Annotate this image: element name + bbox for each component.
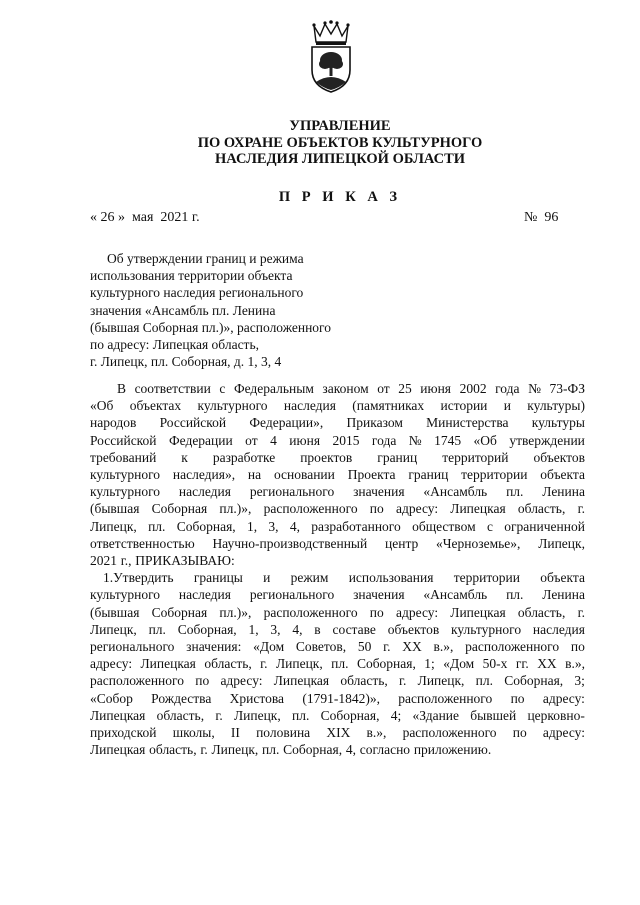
paragraph-line <box>90 466 585 483</box>
word: 2021 <box>90 553 117 569</box>
word: наследия», <box>172 467 236 483</box>
word: соответствии <box>134 381 211 396</box>
word: культурного <box>90 587 161 603</box>
word: 73-ФЗ <box>549 381 585 396</box>
word: «Черноземье», <box>436 535 521 551</box>
word: обществом <box>412 518 476 534</box>
word: Приказом <box>346 415 403 431</box>
word: культурного <box>197 398 268 414</box>
word: значения <box>353 484 405 500</box>
word: Соборная <box>151 501 208 517</box>
word: в.», <box>366 725 387 741</box>
word: Липецк, <box>275 656 323 672</box>
word: законом <box>322 381 369 396</box>
word: г. <box>383 639 391 655</box>
paragraph-line <box>90 380 585 397</box>
word: 3, <box>268 518 279 534</box>
word: г. <box>399 673 407 689</box>
word: 50-х <box>482 656 508 672</box>
word: наследия <box>178 587 231 603</box>
word: Федерации <box>168 432 233 448</box>
word: «Об <box>90 398 114 414</box>
paragraph-line <box>90 638 585 655</box>
word: 1, <box>248 621 259 637</box>
word: объекта <box>540 570 585 586</box>
word: «Здание <box>412 707 460 723</box>
word: 2002 <box>459 381 487 396</box>
word: границы <box>193 570 243 586</box>
word: церковно- <box>527 707 585 723</box>
paragraph-line <box>90 741 585 758</box>
word: от <box>377 381 390 396</box>
word: г. <box>260 656 268 672</box>
word: 4, <box>289 518 300 534</box>
word: «Об <box>473 432 497 448</box>
word: XX <box>537 656 557 672</box>
word: в.», <box>565 656 585 672</box>
word: Соборная, <box>356 656 416 672</box>
word: границ <box>377 449 418 465</box>
word: «Ансамбль <box>423 484 488 500</box>
word: Христова <box>229 690 285 706</box>
word: № <box>528 381 541 396</box>
paragraph-line <box>90 724 585 741</box>
word: № <box>408 432 422 448</box>
word: (бывшая <box>90 501 140 517</box>
word: адресу: <box>220 673 263 689</box>
word: народов <box>90 415 137 431</box>
word: года <box>371 432 397 448</box>
word: Соборная, <box>177 621 237 637</box>
word: регионального <box>249 587 335 603</box>
word: объектов <box>387 621 440 637</box>
word: Соборная, <box>283 742 343 758</box>
word: основании <box>273 467 335 483</box>
word: область, <box>156 707 205 723</box>
organization-title <box>90 118 590 168</box>
word: по <box>510 690 525 706</box>
word: Ленина <box>542 587 585 603</box>
paragraph-line <box>90 500 585 517</box>
word: территорий <box>442 449 509 465</box>
paragraph-line <box>90 655 585 672</box>
word: Научно-производственный <box>212 535 368 551</box>
word: (бывшая <box>90 604 140 620</box>
word: Липецкая <box>90 742 146 758</box>
word: Проекта <box>347 467 396 483</box>
paragraph-line <box>90 707 585 724</box>
paragraph-line <box>90 518 585 535</box>
word: Министерства <box>426 415 509 431</box>
word: адресу: <box>396 604 439 620</box>
word: территории <box>453 570 521 586</box>
word: расположенного <box>465 639 560 655</box>
word: наследия <box>178 484 231 500</box>
word: бывшей <box>470 707 517 723</box>
word: наследия <box>283 398 336 414</box>
word: разработке <box>212 449 276 465</box>
word: ПРИКАЗЫВАЮ: <box>135 553 235 569</box>
paragraph-line <box>90 483 585 500</box>
word: культуры <box>531 415 585 431</box>
word: использования <box>348 570 434 586</box>
word: на <box>247 467 262 483</box>
word: «Дом <box>253 639 285 655</box>
subject-line: значения «Ансамбль пл. Ленина <box>90 302 276 318</box>
subject-line: по адресу: Липецкая область, <box>90 337 259 353</box>
word: XIX <box>326 725 351 741</box>
word: школы, <box>172 725 215 741</box>
word: расположенного <box>90 673 184 689</box>
word: адресу: <box>542 690 585 706</box>
order-body <box>90 380 585 758</box>
word: культуры) <box>527 398 585 414</box>
word: и <box>263 570 271 586</box>
org-title-line: УПРАВЛЕНИЕ <box>289 118 391 134</box>
clause-1-paragraph <box>90 569 585 758</box>
preamble-paragraph <box>90 380 585 569</box>
word: область, <box>149 742 197 758</box>
word: Липецк, <box>90 518 137 534</box>
word: расположенного <box>402 725 497 741</box>
paragraph-line <box>90 621 585 638</box>
word: Липецкая <box>140 656 196 672</box>
word: с <box>219 381 226 396</box>
word: г. <box>577 501 585 517</box>
word: г. <box>215 707 223 723</box>
word: июня <box>420 381 452 396</box>
word: «Ансамбль <box>423 587 488 603</box>
word: ограниченной <box>504 518 585 534</box>
word: и <box>503 398 511 414</box>
subject-line: (бывшая Соборная пл.)», расположенного <box>90 319 332 335</box>
word: в <box>314 621 321 637</box>
word: адресу: <box>542 725 585 741</box>
word: расположенного <box>263 604 358 620</box>
subject-line: культурного наследия регионального <box>90 285 304 301</box>
word: область, <box>340 673 388 689</box>
word: года <box>495 381 520 396</box>
word: пл. <box>506 587 524 603</box>
word: ответственностью <box>90 535 195 551</box>
word: Липецкая <box>450 501 506 517</box>
word: центр <box>385 535 419 551</box>
word: В <box>117 381 127 396</box>
word: 4, <box>292 621 303 637</box>
word: XX <box>402 639 422 655</box>
word: регионального <box>249 484 335 500</box>
word: область, <box>204 656 252 672</box>
word: по <box>512 725 527 741</box>
word: (памятниках <box>352 398 425 414</box>
word: в.», <box>433 639 454 655</box>
paragraph-line <box>90 672 585 689</box>
subject-line: Об утверждении границ и режима <box>107 251 304 266</box>
word: регионального <box>90 639 175 655</box>
word: Российской <box>159 415 227 431</box>
org-title-line: ПО ОХРАНЕ ОБЪЕКТОВ КУЛЬТУРНОГО <box>197 134 483 151</box>
subject-line: использования территории объекта <box>90 268 293 284</box>
word: 2015 <box>332 432 360 448</box>
word: наследия <box>532 621 585 637</box>
word: 1.Утвердить <box>103 570 174 586</box>
word: Липецк, <box>211 742 259 758</box>
word: Липецк, <box>233 707 281 723</box>
word: истории <box>440 398 488 414</box>
word: «Дом <box>443 656 475 672</box>
word: половина <box>256 725 311 741</box>
word: значения <box>353 587 405 603</box>
word: пл. <box>506 484 524 500</box>
word: Липецкая <box>450 604 506 620</box>
word: составе <box>332 621 376 637</box>
paragraph-line <box>90 569 585 586</box>
word: культурного <box>90 467 161 483</box>
word: 1, <box>246 518 258 534</box>
word: пл. <box>148 518 166 534</box>
word: Ленина <box>542 484 585 500</box>
word: адресу: <box>90 656 133 672</box>
paragraph-line <box>90 432 585 449</box>
word: Липецкая <box>273 673 330 689</box>
word: Российской <box>90 432 157 448</box>
word: с <box>486 518 493 534</box>
word: Федерации», <box>249 415 324 431</box>
word: пл. <box>291 707 310 723</box>
word: 1745 <box>434 432 462 448</box>
word: пл. <box>475 673 494 689</box>
word: расположенного <box>263 501 358 517</box>
word: 1; <box>424 656 435 672</box>
word: объектах <box>129 398 182 414</box>
word: 3; <box>574 673 585 689</box>
word: по <box>369 604 384 620</box>
word: приходской <box>90 725 157 741</box>
word: требований <box>90 449 157 465</box>
word: Соборная, <box>504 673 564 689</box>
word: Советов, <box>295 639 347 655</box>
word: II <box>230 725 240 741</box>
word: объекта <box>540 467 585 483</box>
paragraph-line <box>90 690 585 707</box>
word: Соборная, <box>320 707 380 723</box>
word: 3, <box>270 621 281 637</box>
word: пл. <box>148 621 166 637</box>
paragraph-line <box>90 604 585 621</box>
word: 50 <box>357 639 372 655</box>
word: значения: <box>186 639 242 655</box>
word: область, <box>517 604 566 620</box>
word: к <box>181 449 188 465</box>
word: разработанного <box>311 518 401 534</box>
word: Федеральным <box>233 381 314 396</box>
word: проектов <box>300 449 353 465</box>
word: объектов <box>533 449 585 465</box>
word: культурного <box>451 621 522 637</box>
paragraph-line <box>90 414 585 431</box>
word: 4 <box>270 432 277 448</box>
order-date: « 26 » мая 2021 г. <box>90 210 200 225</box>
word: режим <box>290 570 329 586</box>
word: 4, <box>345 742 356 758</box>
paragraph-line <box>90 535 585 552</box>
word: «Собор <box>90 690 133 706</box>
word: расположенного <box>398 690 493 706</box>
word: пл. <box>262 742 280 758</box>
word: Липецк, <box>538 535 585 551</box>
word: территории <box>461 467 528 483</box>
word: по <box>369 501 384 517</box>
paragraph-line <box>90 449 585 466</box>
paragraph-line <box>90 586 585 603</box>
word: от <box>245 432 258 448</box>
word: пл.)», <box>219 501 252 517</box>
word: границ <box>408 467 449 483</box>
word: Липецк, <box>90 621 137 637</box>
coat-of-arms-icon <box>306 20 356 96</box>
word: адресу: <box>396 501 439 517</box>
org-title-line: НАСЛЕДИЯ ЛИПЕЦКОЙ ОБЛАСТИ <box>214 151 466 167</box>
word: пл. <box>331 656 349 672</box>
order-title: П Р И К А З <box>278 189 402 205</box>
word: согласно <box>359 742 411 758</box>
word: г. <box>577 604 585 620</box>
paragraph-line <box>90 397 585 414</box>
word: июня <box>289 432 321 448</box>
word: приложению. <box>413 742 492 758</box>
word: Липецкая <box>90 707 146 723</box>
word: область, <box>517 501 566 517</box>
word: по <box>570 639 585 655</box>
word: Липецк, <box>417 673 465 689</box>
order-subject <box>90 250 420 370</box>
word: г., <box>120 553 132 569</box>
word: по <box>195 673 210 689</box>
word: пл.)», <box>219 604 252 620</box>
word: г. <box>200 742 208 758</box>
order-number: № 96 <box>524 210 559 225</box>
word: Рождества <box>151 690 212 706</box>
word: Соборная <box>151 604 208 620</box>
word: утверждении <box>509 432 585 448</box>
word: 25 <box>398 381 412 396</box>
subject-line: г. Липецк, пл. Соборная, д. 1, 3, 4 <box>90 354 282 370</box>
word: Соборная, <box>176 518 236 534</box>
word: культурного <box>90 484 161 500</box>
paragraph-line <box>90 552 585 569</box>
word: (1791-1842)», <box>302 690 380 706</box>
word: гг. <box>515 656 529 672</box>
word: 4; <box>390 707 402 723</box>
